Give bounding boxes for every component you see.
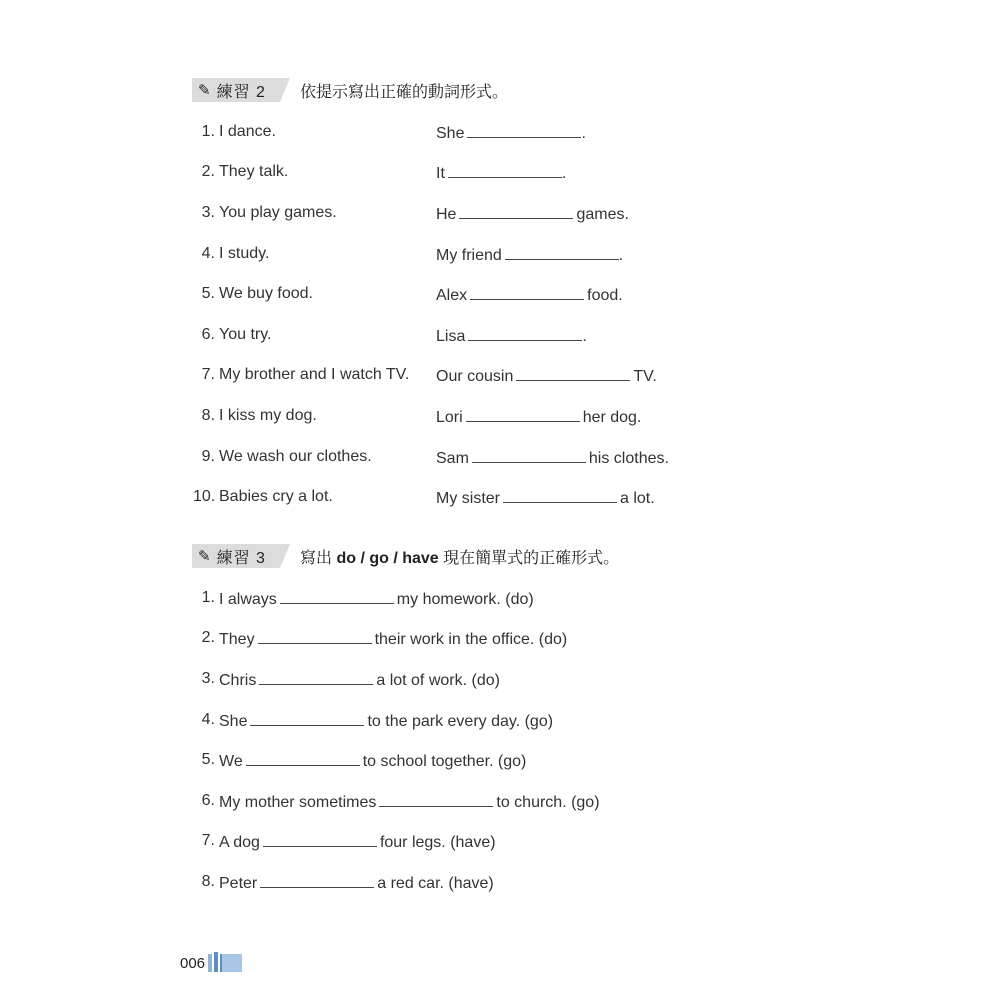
pencil-icon: ✎: [198, 548, 211, 565]
exercise3-item: [0, 830, 1000, 852]
exercise3-item: [0, 627, 1000, 649]
item-sentence: [219, 668, 500, 692]
exercise2-item: [0, 161, 1000, 183]
item-subject: My friend: [436, 247, 502, 264]
exercise2-item: [0, 446, 1000, 468]
item-number: 8.: [201, 407, 215, 424]
item-number: 4.: [201, 245, 215, 262]
pencil-icon: ✎: [198, 82, 211, 99]
answer-blank[interactable]: [258, 627, 372, 644]
item-number: 5.: [201, 751, 215, 768]
item-number: 8.: [201, 873, 215, 890]
item-prefix: She: [219, 713, 248, 730]
exercise3-item: [0, 587, 1000, 609]
exercise3-instruction-verbs: do / go / have: [336, 549, 439, 567]
item-suffix: .: [582, 328, 587, 345]
answer-blank[interactable]: [466, 405, 580, 422]
item-prefix: My mother sometimes: [219, 794, 377, 811]
item-sentence: [219, 627, 567, 651]
item-sentence: [219, 790, 600, 814]
item-prompt: They talk.: [219, 163, 289, 180]
answer-blank[interactable]: [516, 364, 630, 381]
item-answer-line: [436, 405, 641, 429]
answer-blank[interactable]: [250, 709, 364, 726]
exercise2-item: [0, 364, 1000, 386]
item-suffix: .: [581, 125, 586, 142]
exercise2-item: [0, 405, 1000, 427]
exercise3-item: [0, 790, 1000, 812]
item-answer-line: [436, 243, 623, 267]
item-answer-line: [436, 121, 586, 145]
item-number: 2.: [201, 163, 215, 180]
item-prompt: Babies cry a lot.: [219, 488, 333, 505]
item-suffix: a lot of work. (do): [376, 672, 500, 689]
item-number: 4.: [201, 711, 215, 728]
item-number: 3.: [201, 204, 215, 221]
item-answer-line: [436, 486, 655, 510]
item-sentence: [219, 709, 553, 733]
page-footer: [180, 950, 248, 972]
exercise2-item: [0, 202, 1000, 224]
item-prompt: We wash our clothes.: [219, 448, 372, 465]
item-suffix: her dog.: [582, 409, 642, 426]
item-number: 3.: [201, 670, 215, 687]
item-suffix: four legs. (have): [379, 834, 496, 851]
item-subject: Lisa: [436, 328, 466, 345]
item-number: 9.: [201, 448, 215, 465]
exercise2-item: [0, 283, 1000, 305]
exercise3-tag: [192, 544, 280, 568]
answer-blank[interactable]: [246, 749, 360, 766]
exercise3-instruction-post: 現在簡單式的正確形式。: [443, 549, 620, 567]
answer-blank[interactable]: [470, 283, 584, 300]
answer-blank[interactable]: [280, 587, 394, 604]
exercise2-item: [0, 121, 1000, 143]
item-subject: Lori: [436, 409, 463, 426]
item-sentence: [219, 871, 494, 895]
item-subject: Alex: [436, 287, 468, 304]
item-number: 2.: [201, 629, 215, 646]
item-number: 1.: [201, 123, 215, 140]
answer-blank[interactable]: [468, 324, 582, 341]
answer-blank[interactable]: [448, 161, 562, 178]
exercise3-instruction: [300, 545, 619, 568]
item-prefix: Peter: [219, 875, 258, 892]
item-prompt: You try.: [219, 326, 272, 343]
exercise2-tag-label: 練習 2: [216, 83, 266, 101]
item-number: 6.: [201, 792, 215, 809]
item-suffix: .: [618, 247, 624, 264]
item-answer-line: [436, 202, 629, 226]
item-subject: Sam: [436, 450, 469, 467]
item-prompt: We buy food.: [219, 285, 313, 302]
item-prompt: I dance.: [219, 123, 276, 140]
item-suffix: games.: [576, 206, 629, 223]
exercise2-tag: [192, 78, 280, 102]
item-subject: He: [436, 206, 457, 223]
exercise3-tag-label: 練習 3: [216, 549, 266, 567]
exercise2-instruction: 依提示寫出正確的動詞形式。: [300, 83, 509, 101]
item-answer-line: [436, 446, 669, 470]
exercise3-item: [0, 668, 1000, 690]
item-answer-line: [436, 364, 657, 388]
item-number: 7.: [201, 366, 215, 383]
item-number: 5.: [201, 285, 215, 302]
answer-blank[interactable]: [260, 871, 374, 888]
answer-blank[interactable]: [259, 668, 373, 685]
item-suffix: a lot.: [620, 490, 655, 507]
exercise3-header: [192, 544, 619, 568]
item-number: 10.: [193, 488, 216, 505]
item-prefix: A dog: [219, 834, 260, 851]
exercise3-item: [0, 709, 1000, 731]
item-prefix: Chris: [219, 672, 257, 689]
item-subject: She: [436, 125, 465, 142]
item-suffix: TV.: [633, 368, 657, 385]
item-prefix: They: [219, 631, 255, 648]
item-number: 7.: [201, 832, 215, 849]
item-sentence: [219, 587, 534, 611]
item-suffix: food.: [587, 287, 623, 304]
item-prefix: I always: [219, 591, 277, 608]
item-suffix: to school together. (go): [362, 753, 527, 770]
exercise2-item: [0, 243, 1000, 265]
item-suffix: their work in the office. (do): [374, 631, 568, 648]
item-suffix: to church. (go): [496, 794, 600, 811]
item-answer-line: [436, 161, 566, 185]
answer-blank[interactable]: [459, 202, 573, 219]
exercise2-item: [0, 486, 1000, 508]
item-subject: It: [436, 165, 445, 182]
page-number: 006: [180, 955, 206, 972]
item-suffix: a red car. (have): [377, 875, 494, 892]
item-suffix: my homework. (do): [396, 591, 534, 608]
item-prompt: I kiss my dog.: [219, 407, 317, 424]
item-number: 6.: [201, 326, 215, 343]
exercise3-item: [0, 871, 1000, 893]
exercise2-item: [0, 324, 1000, 346]
item-answer-line: [436, 324, 587, 348]
item-prefix: We: [219, 753, 243, 770]
item-subject: My sister: [436, 490, 500, 507]
item-sentence: [219, 749, 526, 773]
item-suffix: his clothes.: [588, 450, 669, 467]
exercise2-header: [192, 78, 508, 102]
item-suffix: .: [561, 165, 567, 182]
item-number: 1.: [201, 589, 215, 606]
exercise3-instruction-pre: 寫出: [300, 549, 333, 567]
answer-blank[interactable]: [379, 790, 493, 807]
answer-blank[interactable]: [505, 243, 619, 260]
item-sentence: [219, 830, 496, 854]
exercise3-item: [0, 749, 1000, 771]
item-prompt: You play games.: [219, 204, 337, 221]
item-subject: Our cousin: [436, 368, 514, 385]
item-prompt: My brother and I watch TV.: [219, 366, 410, 383]
item-prompt: I study.: [219, 245, 270, 262]
answer-blank[interactable]: [263, 830, 377, 847]
answer-blank[interactable]: [503, 486, 617, 503]
answer-blank[interactable]: [472, 446, 586, 463]
book-icon: [208, 950, 248, 972]
answer-blank[interactable]: [467, 121, 581, 138]
item-answer-line: [436, 283, 623, 307]
item-suffix: to the park every day. (go): [367, 713, 554, 730]
